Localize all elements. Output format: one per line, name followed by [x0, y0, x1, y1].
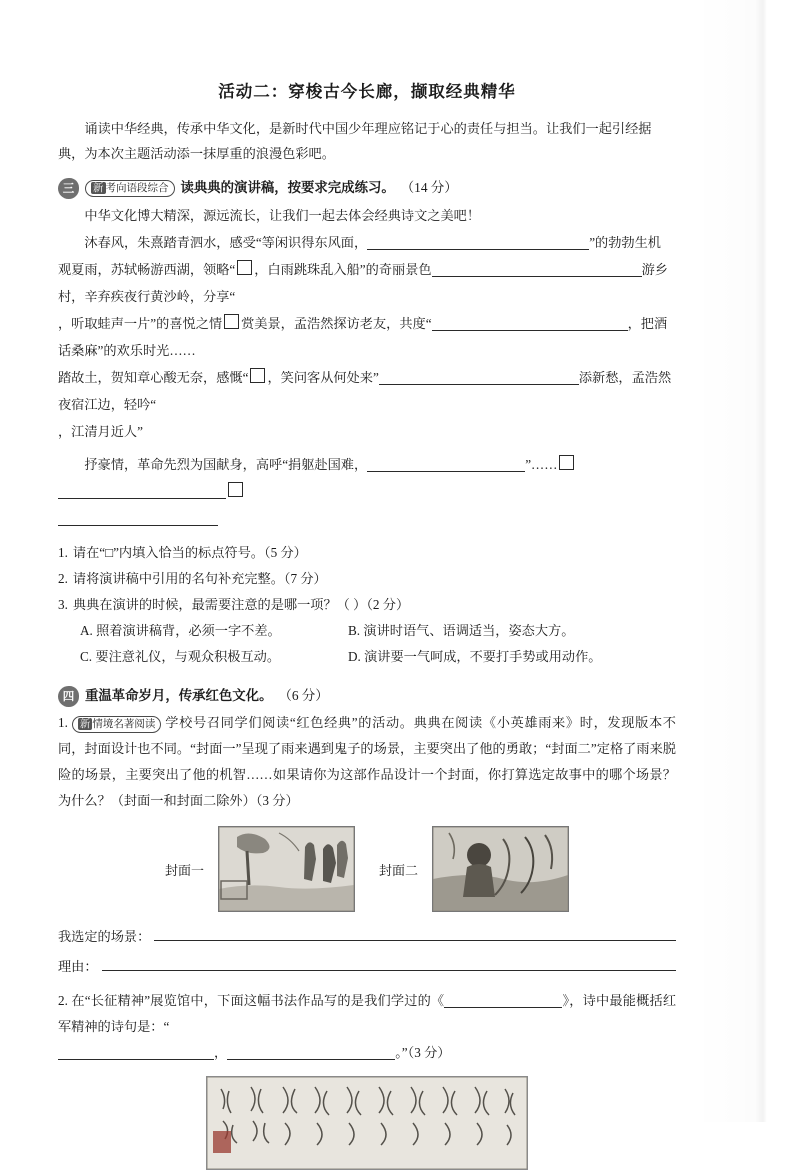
- worksheet-page: [58, 78, 676, 1170]
- option-a-text: 照着演讲稿背，必须一字不差。: [96, 623, 281, 638]
- section-four-question-1: [58, 710, 676, 814]
- section-three-score: （14 分）: [400, 180, 458, 195]
- cover-two-label: 封面二: [379, 862, 419, 878]
- section-number-four: 四: [58, 686, 79, 707]
- option-a-key: A.: [80, 623, 93, 638]
- cover-one-image: [218, 826, 355, 912]
- option-c[interactable]: [80, 644, 348, 670]
- calligraphy-artwork: [207, 1077, 527, 1169]
- option-c-key: C.: [80, 649, 93, 664]
- line-text-13: 抒豪情，革命先烈为国献身，高呼“捐躯赴国难，: [84, 457, 368, 472]
- answer-reason-blank[interactable]: [102, 955, 676, 971]
- line-text-3: 观夏雨，苏轼畅游西湖，领略“: [58, 262, 236, 277]
- q2-blank-title[interactable]: [444, 991, 562, 1008]
- options-row-ab: [80, 618, 676, 644]
- fill-blank-5[interactable]: [367, 455, 525, 472]
- q1-tag-text: 情境名著阅读: [92, 718, 156, 730]
- section-three-questions: [58, 540, 676, 618]
- line-text-2: ”的勃勃生机: [589, 235, 661, 250]
- calligraphy-image: [206, 1076, 528, 1170]
- cover-one-label: 封面一: [164, 862, 204, 878]
- q1-num: 1.: [58, 715, 68, 730]
- line-text-11: 添新愁，孟浩然夜宿江边，轻吟“: [58, 370, 672, 412]
- tag-text: 考向语段综合: [105, 181, 169, 194]
- fill-blank-6[interactable]: [58, 482, 226, 499]
- question-3-num: 3.: [58, 597, 68, 612]
- line-text-5: 游乡村，辛弃疾夜行黄沙岭，分享“: [58, 262, 668, 304]
- question-1: [58, 540, 676, 566]
- q2-text-before: 在“长征精神”展览馆中，下面这幅书法作品写的是我们学过的《: [71, 993, 445, 1008]
- fill-blank-4[interactable]: [379, 368, 579, 385]
- fill-blank-3[interactable]: [432, 314, 628, 331]
- option-d[interactable]: [348, 644, 602, 670]
- speech-body-6: [58, 451, 676, 478]
- punct-box-2[interactable]: [224, 314, 239, 329]
- question-1-num: 1.: [58, 545, 68, 560]
- speech-body-8: [58, 505, 676, 532]
- answer-scene-label: 我选定的场景：: [58, 929, 151, 944]
- question-3-text: 典典在演讲的时候，最需要注意的是哪一项？（ ）（2 分）: [72, 597, 410, 612]
- answer-scene-blank[interactable]: [154, 925, 676, 941]
- q2-text-end: 。”（3 分）: [395, 1045, 451, 1060]
- q1-text: 学校号召同学们阅读“红色经典”的活动。典典在阅读《小英雄雨来》时，发现版本不同，封面设计也不同。“封面一”呈现了雨来遇到鬼子的场景，主要突出了他的勇敢；“封面二”定格了雨来脱险的场景，主要突出了他的机智……如果请你为这部作品设计一个封面，你打算选定故事中的哪个场景？为什么？（封面一和封面二除外）（3 分）: [58, 715, 676, 808]
- speech-body-2: [58, 256, 676, 310]
- option-b[interactable]: [348, 618, 574, 644]
- option-d-key: D.: [348, 649, 361, 664]
- option-b-text: 演讲时语气、语调适当，姿态大方。: [363, 623, 575, 638]
- cover-two-artwork: [433, 827, 568, 911]
- speech-body-1: [58, 229, 676, 256]
- q2-blank-verse-2[interactable]: [227, 1043, 395, 1060]
- cover-two-image: [432, 826, 569, 912]
- tag-prefix: 新: [93, 181, 104, 194]
- tag-new-exam-trend: [85, 180, 175, 197]
- line-text-6: ，听取蛙声一片”的喜悦之情: [58, 316, 223, 331]
- options-row-cd: [80, 644, 676, 670]
- question-2-num: 2.: [58, 571, 68, 586]
- fill-blank-2[interactable]: [432, 260, 642, 277]
- section-three-title: 读典典的演讲稿，按要求完成练习。: [180, 180, 395, 195]
- speech-opening: 中华文化博大精深，源远流长，让我们一起去体会经典诗文之美吧！: [84, 208, 481, 223]
- fill-blank-7[interactable]: [58, 509, 218, 526]
- tag-new-context-reading: [72, 716, 162, 733]
- punct-box-3[interactable]: [250, 368, 265, 383]
- question-3: [58, 592, 676, 618]
- option-b-key: B.: [348, 623, 361, 638]
- speech-body-4: [58, 364, 676, 418]
- answer-row-reason: [58, 952, 676, 982]
- section-three-header: [58, 176, 676, 200]
- line-text-12: ，江清月近人”: [58, 424, 143, 439]
- speech-body-3: [58, 310, 676, 364]
- section-number-three: 三: [58, 178, 79, 199]
- speech-body-5: [58, 418, 676, 445]
- line-text-14: ”……: [525, 457, 558, 472]
- q2-num: 2.: [58, 993, 68, 1008]
- section-four-question-2-line2: [58, 1040, 676, 1066]
- cover-images-row: [58, 826, 676, 912]
- question-2-text: 请将演讲稿中引用的名句补充完整。（7 分）: [72, 571, 327, 586]
- line-text-10: ，笑问客从何处来”: [267, 370, 379, 385]
- q2-blank-verse-1[interactable]: [58, 1043, 214, 1060]
- q2-punct: ，: [214, 1045, 228, 1060]
- answer-row-scene: [58, 922, 676, 952]
- option-c-text: 要注意礼仪，与观众积极互动。: [95, 649, 281, 664]
- punct-box-1[interactable]: [237, 260, 252, 275]
- section-four-question-2: [58, 988, 676, 1040]
- question-1-text: 请在“□”内填入恰当的标点符号。（5 分）: [72, 545, 307, 560]
- line-text-4: ，白雨跳珠乱入船”的奇丽景色: [254, 262, 432, 277]
- section-four-score: （6 分）: [278, 688, 329, 703]
- section-four-title: 重温革命岁月，传承红色文化。: [85, 688, 273, 703]
- q2-text-mid: 》，诗中最能概括红军精神的诗句是：“: [58, 993, 677, 1034]
- answer-reason-label: 理由：: [58, 959, 98, 974]
- line-text-7: 赏美景，孟浩然探访老友，共度“: [241, 316, 432, 331]
- cover-one-artwork: [219, 827, 354, 911]
- line-text-9: 踏故土，贺知章心酸无奈，感慨“: [58, 370, 249, 385]
- page-title: 活动二：穿梭古今长廊，撷取经典精华: [218, 82, 516, 101]
- punct-box-4[interactable]: [559, 455, 574, 470]
- fill-blank-1[interactable]: [367, 233, 589, 250]
- option-a[interactable]: [80, 618, 348, 644]
- line-text-8: ，把酒话桑麻”的欢乐时光……: [58, 316, 668, 358]
- q1-tag-prefix: 新: [79, 718, 91, 730]
- section-four-header: [58, 684, 676, 708]
- page-edge-shadow: [693, 0, 793, 1122]
- question-2: [58, 566, 676, 592]
- intro-paragraph: 诵读中华经典，传承中华文化，是新时代中国少年理应铭记于心的责任与担当。让我们一起引经据典，为本次主题活动添一抹厚重的浪漫色彩吧。: [58, 121, 652, 161]
- line-text-1: 沐春风，朱熹踏青泗水，感受“等闲识得东风面，: [84, 235, 368, 250]
- speech-body-7: [58, 478, 676, 505]
- punct-box-5[interactable]: [228, 482, 243, 497]
- option-d-text: 演讲要一气呵成，不要打手势或用动作。: [364, 649, 602, 664]
